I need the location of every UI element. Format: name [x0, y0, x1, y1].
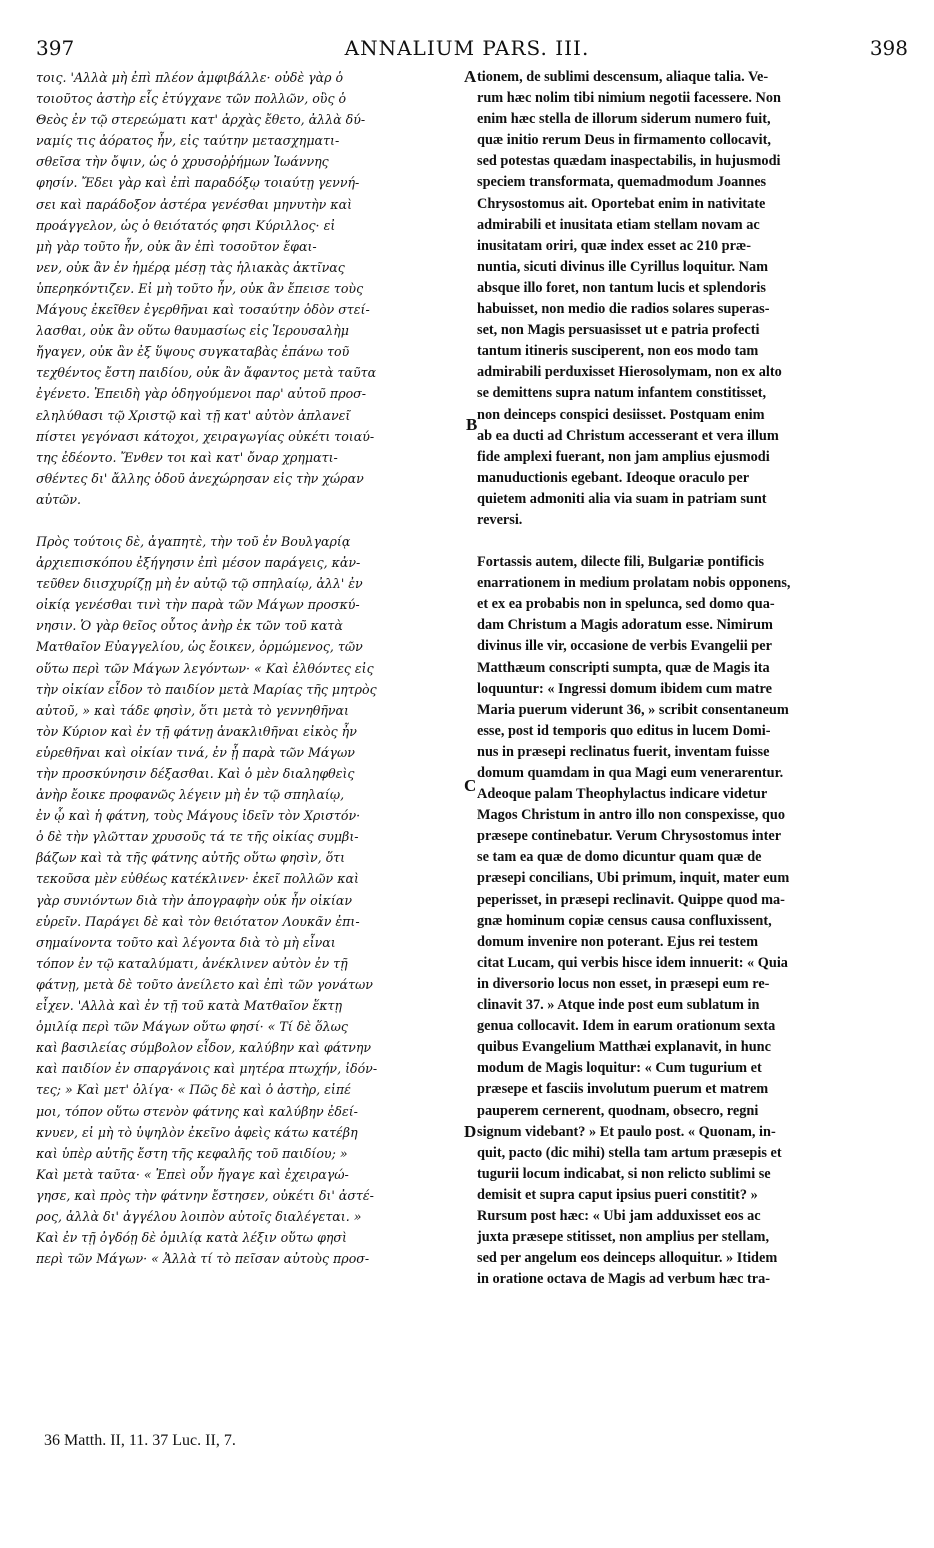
latin-text-line: speciem transformata, quemadmodum Joannes	[477, 174, 767, 191]
latin-text-line: genua collocavit. Idem in earum orationum sexta	[477, 1018, 776, 1035]
page-number-right: 398	[869, 36, 908, 60]
latin-text-line: admirabili et inusitata etiam stellam novam ac	[477, 216, 760, 233]
latin-text-line: enarrationem in medium prolatam nobis opponens,	[477, 575, 791, 592]
paragraph-gap	[36, 510, 464, 531]
greek-text-line: οἰκίᾳ γενέσθαι τινὶ τὴν παρὰ τῶν Μάγων προσκύ-	[36, 597, 360, 613]
greek-text-line: ὑπερηκόντιζεν. Εἰ μὴ τοῦτο ἦν, οὐκ ἂν ἔπεισε τοὺς	[36, 280, 364, 296]
greek-text-line: καὶ ὑπὲρ αὐτῆς ἔστη τῆς κεφαλῆς τοῦ παιδίου; »	[36, 1145, 348, 1161]
latin-text-line: Matthæum conscripti sumpta, quæ de Magis ita	[477, 659, 770, 676]
latin-text-line: Adeoque palam Theophylactus indicare videtur	[477, 786, 768, 803]
greek-text-line: μὴ γὰρ τοῦτο ἦν, οὐκ ἂν ἐπὶ τοσοῦτον ἔφαι-	[36, 238, 317, 254]
latin-text-line: præsepi concilians, Ubi primum, inquit, mater eum	[477, 870, 790, 887]
latin-text-line: quæ initio rerum Deus in firmamento collocavit,	[477, 132, 771, 149]
latin-text-line: non deinceps conspici desiisset. Postquam enim	[477, 406, 765, 423]
latin-text-line: sed per angelum eos deinceps alloquitur. » Itidem	[477, 1250, 778, 1267]
latin-text-line: modum de Magis loquitur: « Cum tugurium et	[477, 1060, 762, 1077]
latin-text-line: pauperem cernerent, quodnam, obsecro, regni	[477, 1102, 759, 1119]
greek-text-line: αὐτῶν.	[36, 491, 82, 507]
latin-text-line: clinavit 37. » Atque inde post eum sublatum in	[477, 997, 760, 1014]
latin-text-line: Chrysostomus ait. Oportebat enim in nativitate	[477, 195, 766, 212]
latin-text-line: absque illo foret, non tantum lucis et splendoris	[477, 279, 766, 296]
greek-text-line: κνυεν, εἰ μὴ τὸ ὑψηλὸν ἐκεῖνο ἀφεὶς κάτω κατέβη	[36, 1124, 358, 1140]
greek-text-line: ἤγαγεν, οὐκ ἂν ἐξ ὕψους συγκαταβὰς ἐπάνω τοῦ	[36, 344, 350, 360]
greek-text-line: ἀνὴρ ἔοικε προφανῶς λέγειν μὴ ἐν τῷ σπηλαίῳ,	[36, 787, 345, 803]
greek-text-line: Καὶ μετὰ ταῦτα· « Ἐπεὶ οὖν ἤγαγε καὶ ἐχειραγώ-	[36, 1166, 349, 1182]
greek-text-line: καὶ παιδίον ἐν σπαργάνοις καὶ μητέρα πτωχήν, ἰδόν-	[36, 1061, 378, 1077]
latin-text-line: tantum itineris susciperent, non eos modo tam	[477, 343, 759, 360]
margin-letter-a: A	[464, 67, 477, 86]
latin-text-line: Rursum post hæc: « Ubi jam adduxisset eos ac	[477, 1207, 761, 1224]
greek-text-line: τεχθέντος ἔστη παιδίου, οὐκ ἂν ἄφαντος μετὰ ταῦτα	[36, 365, 377, 381]
greek-text-line: ναμίς τις ἀόρατος ἦν, εἰς ταύτην μετασχηματι-	[36, 133, 340, 149]
greek-text-line: εὑρεῖν. Παράγει δὲ καὶ τὸν θειότατον Λουκᾶν ἐπι-	[36, 913, 360, 929]
latin-text-line: in diversorio locus non esset, in præsepi eum re-	[477, 975, 770, 992]
margin-letter-c: C	[464, 776, 477, 795]
latin-text-line: enim hæc stella de illorum siderum numero fuit,	[477, 111, 771, 128]
latin-text-line: domum invenire non poterant. Ejus rei testem	[477, 933, 759, 950]
greek-text-line: οὕτω περὶ τῶν Μάγων λεγόντων· « Καὶ ἐλθόντες εἰς	[36, 660, 374, 676]
greek-text-line: βάζων καὶ τὰ τῆς φάτνης αὐτῆς οὕτω φησὶν, ὅτι	[36, 850, 346, 866]
latin-text-line: reversi.	[477, 511, 523, 528]
latin-text-line: et ex ea probabis non in spelunca, sed domo qua-	[477, 596, 775, 613]
greek-text-line: τες; » Καὶ μετ' ὀλίγα· « Πῶς δὲ καὶ ὁ ἀστὴρ, εἰπέ	[36, 1082, 351, 1098]
running-title: ANNALIUM PARS. III.	[344, 36, 590, 60]
greek-text-line: τὴν οἰκίαν εἶδον τὸ παιδίον μετὰ Μαρίας τῆς μητρὸς	[36, 681, 377, 697]
greek-text-line: τεκοῦσα μὲν εὐθέως κατέκλινεν· ἐκεῖ πολλῶν καὶ	[36, 871, 359, 887]
greek-text-line: γησε, καὶ πρὸς τὴν φάτνην ἔστησεν, οὐκέτι δι' ἀστέ-	[36, 1187, 374, 1203]
greek-text-line: καὶ βασιλείας σύμβολον εἶδον, καλύβην καὶ φάτνην	[36, 1040, 372, 1056]
latin-text-line: præsepe continebatur. Verum Chrysostomus inter	[477, 828, 782, 845]
greek-column	[36, 67, 464, 1269]
latin-text-line: manuductionis egebant. Ideoque oraculo per	[477, 469, 750, 486]
latin-text-line: gnæ hominum copiæ census causa confluxissent,	[477, 912, 772, 929]
greek-text-line: περὶ τῶν Μάγων· « Ἀλλὰ τί τὸ πεῖσαν αὐτοὺς προσ-	[36, 1251, 370, 1267]
latin-text-line: rum hæc nolim tibi nimium negotii facessere. Non	[477, 90, 781, 107]
latin-text-line: nuntia, sicuti divinus ille Cyrillus loquitur. Nam	[477, 258, 769, 275]
greek-text-line: σθεῖσα τὴν ὄψιν, ὡς ὁ χρυσοῤῥήμων Ἰωάννης	[36, 154, 329, 170]
greek-text-line: τεῦθεν διισχυρίζῃ μὴ ἐν αὐτῷ τῷ σπηλαίῳ, ἀλλ' ἐν	[36, 576, 363, 592]
latin-text-line: peperisset, in præsepi reclinavit. Quippe quod ma-	[477, 891, 785, 908]
latin-text-line: admirabili perduxisset Hierosolymam, non ex alto	[477, 364, 782, 381]
latin-text-line: inusitatam oriri, quæ index esset ac 210 præ-	[477, 237, 752, 254]
greek-text-line: φησίν. Ἔδει γὰρ καὶ ἐπὶ παραδόξῳ τοιαύτῃ γεννή-	[36, 175, 360, 191]
greek-text-line: μοι, τόπον οὕτω στενὸν φάτνης καὶ καλύβην ἐδεί-	[36, 1103, 358, 1119]
paragraph-gap	[477, 531, 894, 552]
greek-text-line: ὁμιλίᾳ περὶ τῶν Μάγων οὕτω φησί· « Τί δὲ ὅλως	[36, 1019, 348, 1035]
greek-text-line: ὁ δὲ τὴν γλῶτταν χρυσοῦς τά τε τῆς οἰκίας συμβι-	[36, 829, 359, 845]
latin-text-line: dam Christum a Magis adoratum esse. Nimirum	[477, 617, 773, 634]
latin-text-line: juxta præsepe stitisset, non amplius per stellam,	[477, 1229, 770, 1246]
greek-text-line: τὸν Κύριον καὶ ἐν τῇ φάτνῃ ἀνακλιθῆναι εἰκὸς ἦν	[36, 723, 357, 739]
greek-text-line: Πρὸς τούτοις δὲ, ἀγαπητὲ, τὴν τοῦ ἐν Βουλγαρίᾳ	[36, 533, 351, 549]
greek-text-line: της ἐδέοντο. Ἔνθεν τοι καὶ κατ' ὄναρ χρηματι-	[36, 449, 338, 465]
latin-text-line: demisit et supra caput ipsius pueri constitit? »	[477, 1186, 758, 1203]
greek-text-line: σει καὶ παράδοξον ἀστέρα γενέσθαι μηνυτὴν καὶ	[36, 196, 353, 212]
latin-text-line: Fortassis autem, dilecte fili, Bulgariæ pontificis	[477, 554, 765, 571]
greek-text-line: νησιν. Ὁ γὰρ θεῖος οὗτος ἀνὴρ ἐκ τῶν τοῦ κατὰ	[36, 618, 343, 634]
latin-text-line: præsepe et fasciis involutum puerum et matrem	[477, 1081, 769, 1098]
latin-text-line: se tam ea quæ de domo dicuntur quam quæ de	[477, 849, 762, 866]
greek-text-line: Ματθαῖον Εὐαγγελίου, ὡς ἔοικεν, ὁρμώμενος, τῶν	[36, 639, 363, 655]
greek-text-line: λασθαι, οὐκ ἂν οὕτω θαυμασίως εἰς Ἱερουσαλὴμ	[36, 323, 349, 339]
greek-text-line: γὰρ συνιόντων διὰ τὴν ἀπογραφὴν οὐκ ἦν οἰκίαν	[36, 892, 353, 908]
greek-text-line: αὐτοῦ, » καὶ τάδε φησὶν, ὅτι μετὰ τὸ γεννηθῆναι	[36, 702, 349, 718]
latin-text-line: domum quamdam in qua Magi eum venerarentur.	[477, 765, 784, 781]
greek-text-line: Μάγους ἐκεῖθεν ἐγερθῆναι καὶ τοσαύτην ὁδὸν στεί-	[36, 302, 370, 318]
greek-text-line: ἀρχιεπισκόπου ἐξήγησιν ἐπὶ μέσον παράγεις, κἀν-	[36, 555, 361, 571]
greek-text-line: σθέντες δι' ἄλλης ὁδοῦ ἀνεχώρησαν εἰς τὴν χώραν	[36, 470, 364, 486]
greek-text-line: τοιοῦτος ἀστὴρ εἷς ἐτύγχανε τῶν πολλῶν, οὓς ὁ	[36, 91, 347, 107]
greek-text-line: προάγγελον, ὡς ὁ θειότατός φησι Κύριλλος· εἰ	[36, 217, 336, 233]
latin-text-line: sed potestas quædam inaspectabilis, in hujusmodi	[477, 153, 781, 170]
greek-text-line: εἶχεν. 'Αλλὰ καὶ ἐν τῇ τοῦ κατὰ Ματθαῖον ἕκτῃ	[36, 998, 343, 1014]
greek-text-line: Θεὸς ἐν τῷ στερεώματι κατ' ἀρχὰς ἔθετο, ἀλλὰ δύ-	[36, 112, 366, 128]
latin-text-line: tugurii locum indicabat, si non relicto sublimi se	[477, 1165, 771, 1182]
latin-column	[477, 67, 894, 1290]
latin-text-line: fide amplexi fuerant, non jam amplius ejusmodi	[477, 448, 770, 465]
latin-text-line: esse, post id temporis quo editus in lucem Domi-	[477, 722, 771, 739]
latin-text-line: loquuntur: « Ingressi domum ibidem cum matre	[477, 680, 772, 697]
greek-text-line: πίστει γεγόνασι κάτοχοι, χειραγωγίας οὐκέτι τοιαύ-	[36, 428, 375, 444]
latin-text-line: habuisset, non medio die radios solares superas-	[477, 301, 770, 318]
greek-text-line: φάτνῃ, μετὰ δὲ τοῦτο ἀνείλετο καὶ ἐπὶ τῶν γονάτων	[36, 976, 373, 992]
footnote: 36 Matth. II, 11. 37 Luc. II, 7.	[44, 1432, 236, 1449]
latin-text-line: tionem, de sublimi descensum, aliaque talia. Ve-	[477, 69, 769, 85]
latin-text-line: Maria puerum viderunt 36, » scribit consentaneum	[477, 701, 789, 718]
greek-text-line: εληλύθασι τῷ Χριστῷ καὶ τῇ κατ' αὐτὸν ἀπλανεῖ	[36, 407, 351, 423]
greek-text-line: εὑρεθῆναι καὶ οἰκίαν τινά, ἐν ᾗ παρὰ τῶν Μάγων	[36, 744, 355, 760]
latin-text-line: signum videbant? » Et paulo post. « Quonam, in-	[477, 1123, 776, 1140]
latin-text-line: divinus ille vir, occasione de verbis Evangelii per	[477, 638, 772, 655]
latin-text-line: nus in præsepi reclinatus fuerit, inventam fuisse	[477, 743, 770, 760]
greek-text-line: σημαίνοντα τοῦτο καὶ λέγοντα διὰ τὸ μὴ εἶναι	[36, 934, 336, 950]
latin-text-line: se demittens supra natum infantem constitisset,	[477, 385, 767, 402]
greek-text-line: Καὶ ἐν τῇ ὀγδόῃ δὲ ὁμιλίᾳ κατὰ λέξιν οὕτω φησὶ	[36, 1230, 347, 1246]
page-number-left: 397	[36, 36, 75, 60]
greek-text-line: τόπον ἐν τῷ καταλύματι, ἀνέκλινεν αὐτὸν ἐν τῇ	[36, 955, 348, 971]
latin-text-line: quit, pacto (dic mihi) stella tam artum præsepis et	[477, 1144, 782, 1161]
greek-text-line: ἐγένετο. Ἐπειδὴ γὰρ ὁδηγούμενοι παρ' αὐτοῦ προσ-	[36, 386, 367, 402]
greek-text-line: ρος, ἀλλὰ δι' ἀγγέλου λοιπὸν αὐτοῖς διαλέγεται. »	[36, 1208, 362, 1224]
greek-text-line: τὴν προσκύνησιν δέξασθαι. Καὶ ὁ μὲν διαληφθεὶς	[36, 766, 355, 781]
latin-text-line: ab ea ducti ad Christum accesserant et vera illum	[477, 427, 779, 444]
margin-letter-b: B	[466, 415, 478, 434]
latin-text-line: set, non Magis persuasisset ut e patria profecti	[477, 322, 760, 339]
greek-text-line: τοις. 'Αλλὰ μὴ ἐπὶ πλέον ἀμφιβάλλε· οὐδὲ γὰρ ὁ	[36, 70, 344, 85]
latin-text-line: Magos Christum in antro illo non conspexisse, quo	[477, 807, 785, 824]
latin-text-line: citat Lucam, qui verbis hisce idem innuerit: « Quia	[477, 954, 788, 971]
greek-text-line: ἐν ᾧ καὶ ἡ φάτνη, τοὺς Μάγους ἰδεῖν τὸν Χριστόν·	[36, 808, 361, 824]
margin-letter-d: D	[464, 1122, 477, 1141]
latin-text-line: quibus Evangelium Matthæi explanavit, in hunc	[477, 1039, 771, 1056]
latin-text-line: in oratione octava de Magis ad verbum hæc tra-	[477, 1271, 771, 1288]
latin-text-line: quietem admoniti alia via suam in patriam sunt	[477, 490, 767, 507]
greek-text-line: νεν, οὐκ ἂν ἐν ἡμέρᾳ μέσῃ τὰς ἡλιακὰς ἀκτῖνας	[36, 259, 345, 275]
